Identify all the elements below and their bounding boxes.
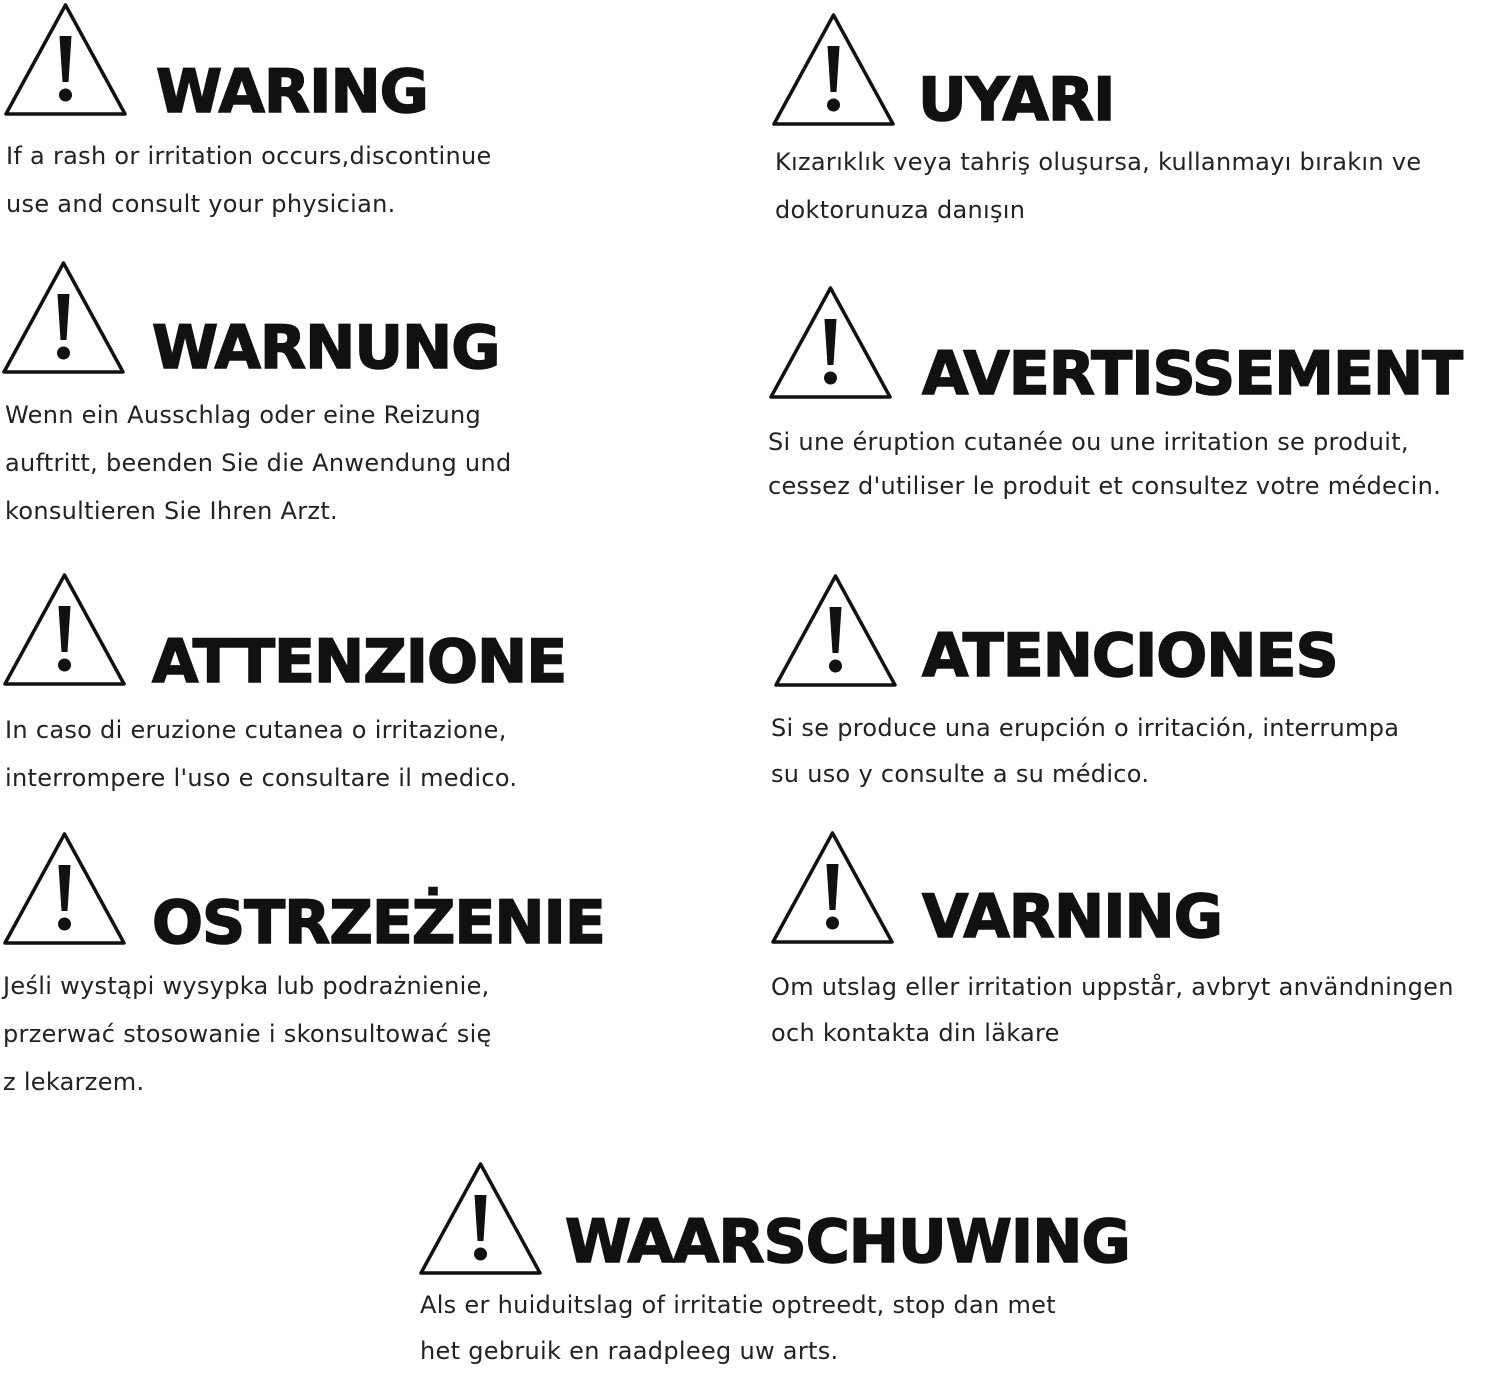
warning-text-line: Si se produce una erupción o irritación, interrumpa: [771, 714, 1400, 742]
warning-heading: VARNING: [922, 882, 1223, 952]
warning-heading: ATENCIONES: [922, 621, 1338, 691]
warning-text: [5, 391, 512, 535]
warning-heading: ATTENZIONE: [152, 627, 567, 697]
warning-text-line: Om utslag eller irritation uppstår, avbryt användningen: [771, 973, 1454, 1001]
warning-triangle-icon: [773, 573, 898, 688]
warning-text-line: If a rash or irritation occurs,discontinue: [6, 142, 492, 170]
warning-text: [775, 138, 1421, 234]
warning-text-line: su uso y consulte a su médico.: [771, 760, 1150, 788]
warning-text-line: doktorunuza danışın: [775, 196, 1026, 224]
warning-text-line: Kızarıklık veya tahriş oluşursa, kullanmayı bırakın ve: [775, 148, 1422, 176]
warning-text-line: het gebruik en raadpleeg uw arts.: [420, 1337, 839, 1365]
warning-text-line: och kontakta din läkare: [771, 1019, 1060, 1047]
warning-text-line: przerwać stosowanie i skonsultować się: [3, 1020, 492, 1048]
warning-heading: WAARSCHUWING: [565, 1207, 1130, 1277]
warning-text: [771, 964, 1454, 1056]
warning-text-line: Si une éruption cutanée ou une irritation se produit,: [768, 428, 1409, 456]
warning-text: [420, 1282, 1056, 1374]
warning-text-line: z lekarzem.: [3, 1068, 145, 1096]
warning-text-line: Jeśli wystąpi wysypka lub podrażnienie,: [3, 972, 490, 1000]
warning-text-line: cessez d'utiliser le produit et consultez votre médecin.: [768, 472, 1442, 500]
warning-text: [771, 705, 1399, 797]
warning-text-line: In caso di eruzione cutanea o irritazione,: [5, 716, 507, 744]
warning-triangle-icon: [2, 831, 127, 946]
warning-text-line: Wenn ein Ausschlag oder eine Reizung: [5, 401, 481, 429]
warning-triangle-icon: [768, 285, 893, 400]
warning-text-line: use and consult your physician.: [6, 190, 396, 218]
warning-text-line: konsultieren Sie Ihren Arzt.: [5, 497, 338, 525]
warning-heading: AVERTISSEMENT: [922, 339, 1463, 409]
warning-triangle-icon: [1, 260, 126, 375]
warning-triangle-icon: [770, 830, 895, 945]
warning-text: [768, 420, 1441, 508]
warning-text-line: Als er huiduitslag of irritatie optreedt, stop dan met: [420, 1291, 1056, 1319]
warning-triangle-icon: [418, 1161, 543, 1276]
warning-text-line: auftritt, beenden Sie die Anwendung und: [5, 449, 512, 477]
warning-heading: UYARI: [918, 65, 1115, 135]
warning-text: [6, 132, 492, 228]
warning-triangle-icon: [2, 572, 127, 687]
warning-heading: WARING: [156, 57, 428, 127]
warning-triangle-icon: [771, 12, 896, 127]
warning-text: [3, 962, 492, 1106]
warning-triangle-icon: [3, 2, 128, 117]
warning-heading: WARNUNG: [152, 313, 500, 383]
warning-text: [5, 706, 517, 802]
warning-text-line: interrompere l'uso e consultare il medico.: [5, 764, 518, 792]
warning-heading: OSTRZEŻENIE: [152, 888, 605, 958]
